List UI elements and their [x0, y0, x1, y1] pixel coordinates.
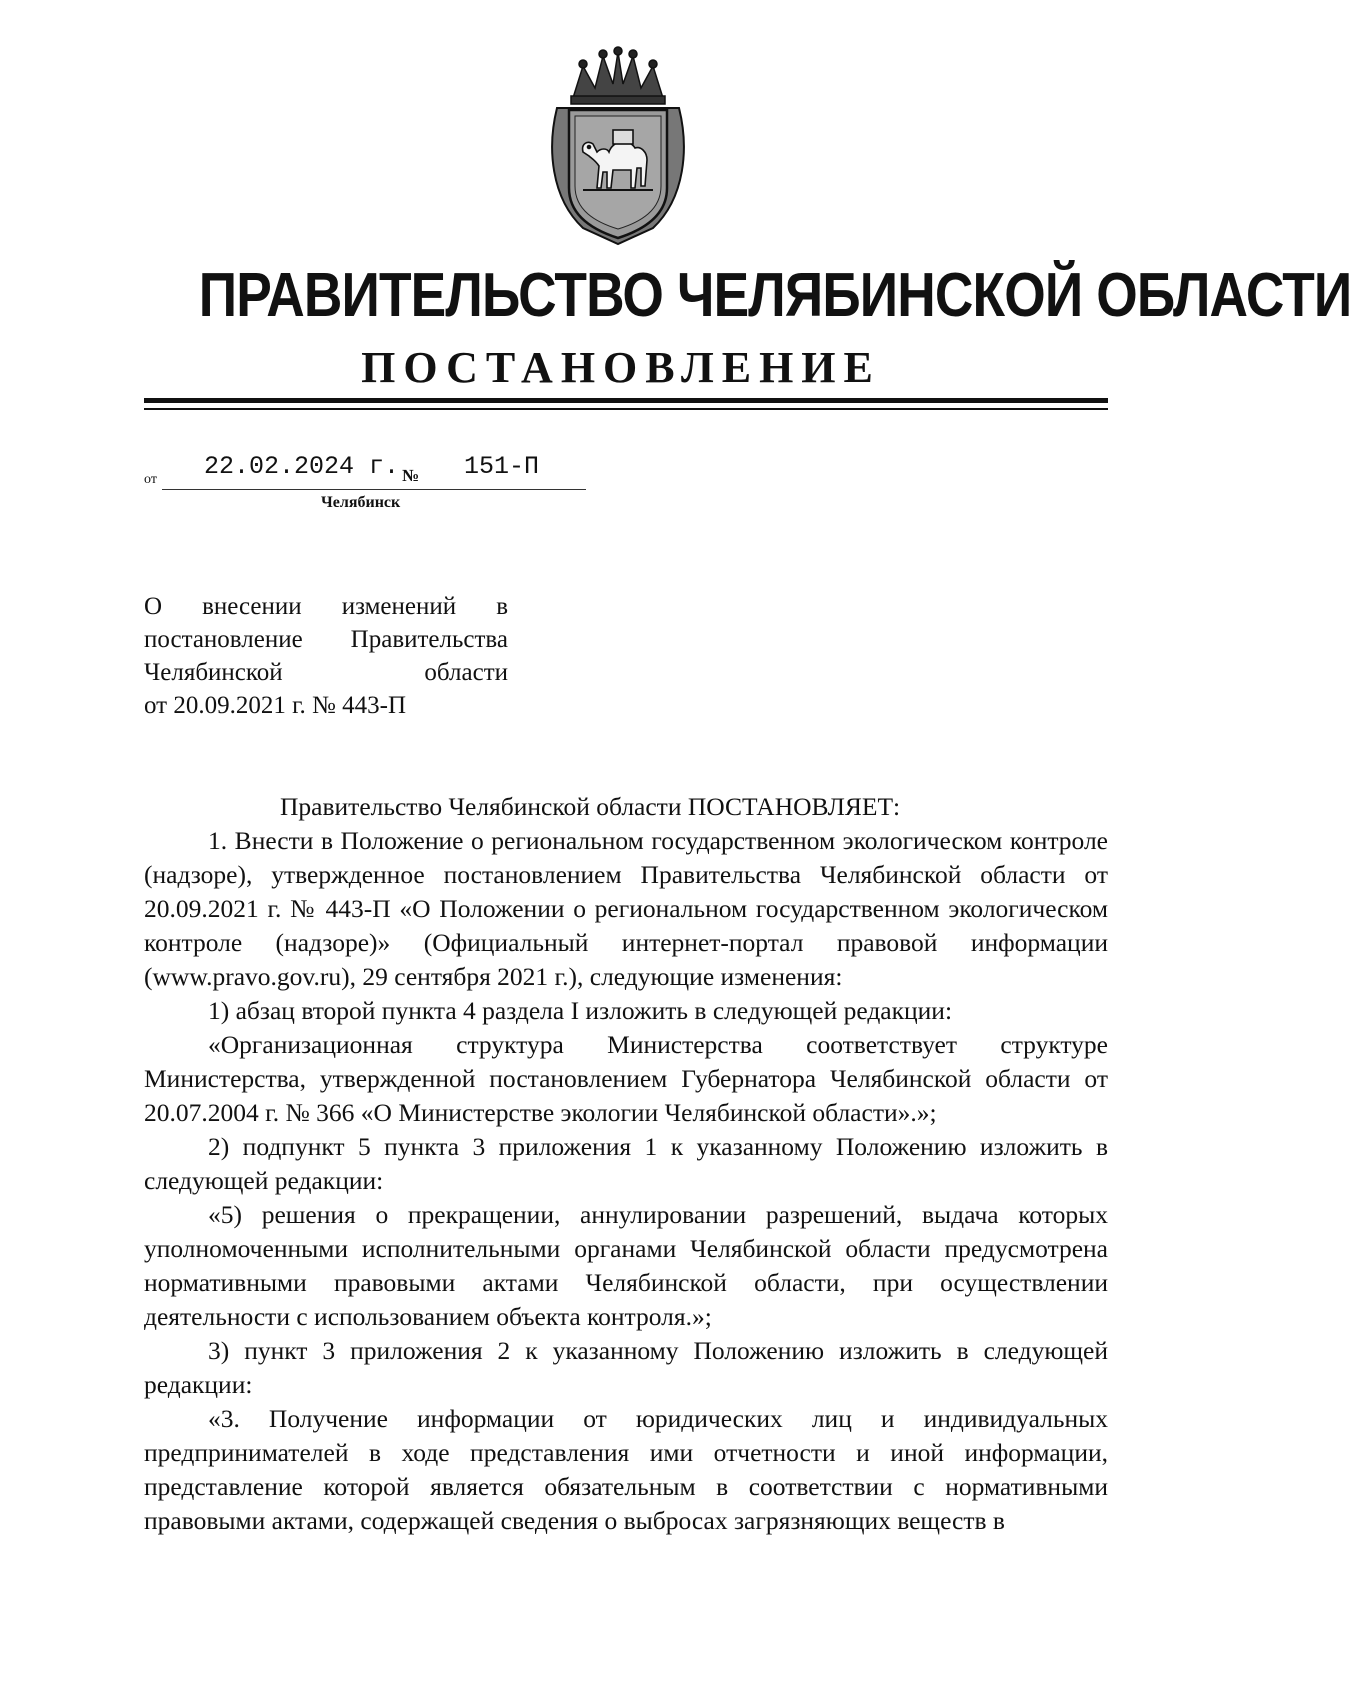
- meta-underline: [162, 489, 586, 490]
- subject-line: О внесении изменений в: [144, 593, 508, 620]
- header-divider-thick: [144, 398, 1108, 403]
- preamble-paragraph: Правительство Челябинской области ПОСТАНОВЛЯЕТ:: [280, 792, 901, 821]
- body-paragraph: «Организационная структура Министерства соответствует структуре Министерства, утвержденной постановлением Губернатора Челябинской области от 20.07.2004 г. № 366 «О Министерстве экологии Челябинской области».»;: [144, 1030, 1108, 1127]
- body-paragraph: «3. Получение информации от юридических лиц и индивидуальных предпринимателей в ходе представления ими отчетности и иной информации, представление которой является обязательным в соответствии с нормативными правовыми актами, содержащей сведения о выбросах загрязняющих веществ в: [144, 1404, 1108, 1535]
- body-paragraph: 3) пункт 3 приложения 2 к указанному Положению изложить в следующей редакции:: [144, 1336, 1108, 1399]
- document-date: 22.02.2024 г.: [204, 452, 400, 481]
- from-label: от: [144, 472, 157, 487]
- subject-line: от 20.09.2021 г. № 443-П: [144, 692, 407, 719]
- document-number: 151-П: [464, 452, 540, 481]
- crown-icon: [571, 47, 665, 104]
- body-paragraph: «5) решения о прекращении, аннулировании разрешений, выдача которых уполномоченными исполнительными органами Челябинской области предусмотрена нормативными правовыми актами Челябинской области, при осуществлении деятельности с использованием объекта контроля.»;: [144, 1200, 1108, 1331]
- header-divider-thin: [144, 408, 1108, 410]
- document-body: [144, 790, 1108, 1538]
- subject-line: Челябинской области: [144, 659, 508, 686]
- document-type-title: ПОСТАНОВЛЕНИЕ: [361, 343, 881, 392]
- body-paragraph: 1) абзац второй пункта 4 раздела I изложить в следующей редакции:: [208, 996, 953, 1025]
- body-paragraph: 1. Внести в Положение о региональном государственном экологическом контроле (надзоре), утвержденное постановлением Правительства Челябинской области от 20.09.2021 г. № 443-П «О Положении о региональном государственном экологическом контроле (надзоре)» (Официальный интернет-портал правовой информации (www.pravo.gov.ru), 29 сентября 2021 г.), следующие изменения:: [144, 826, 1108, 991]
- document-subject: [144, 590, 508, 722]
- subject-line: постановление Правительства: [144, 626, 508, 653]
- number-label: №: [402, 466, 420, 485]
- government-title: ПРАВИТЕЛЬСТВО ЧЕЛЯБИНСКОЙ ОБЛАСТИ: [198, 261, 1351, 330]
- document-meta-row: [144, 452, 604, 492]
- coat-of-arms-emblem: [543, 48, 693, 248]
- document-city: Челябинск: [321, 494, 401, 511]
- body-paragraph: 2) подпункт 5 пункта 3 приложения 1 к указанному Положению изложить в следующей редакции:: [144, 1132, 1108, 1195]
